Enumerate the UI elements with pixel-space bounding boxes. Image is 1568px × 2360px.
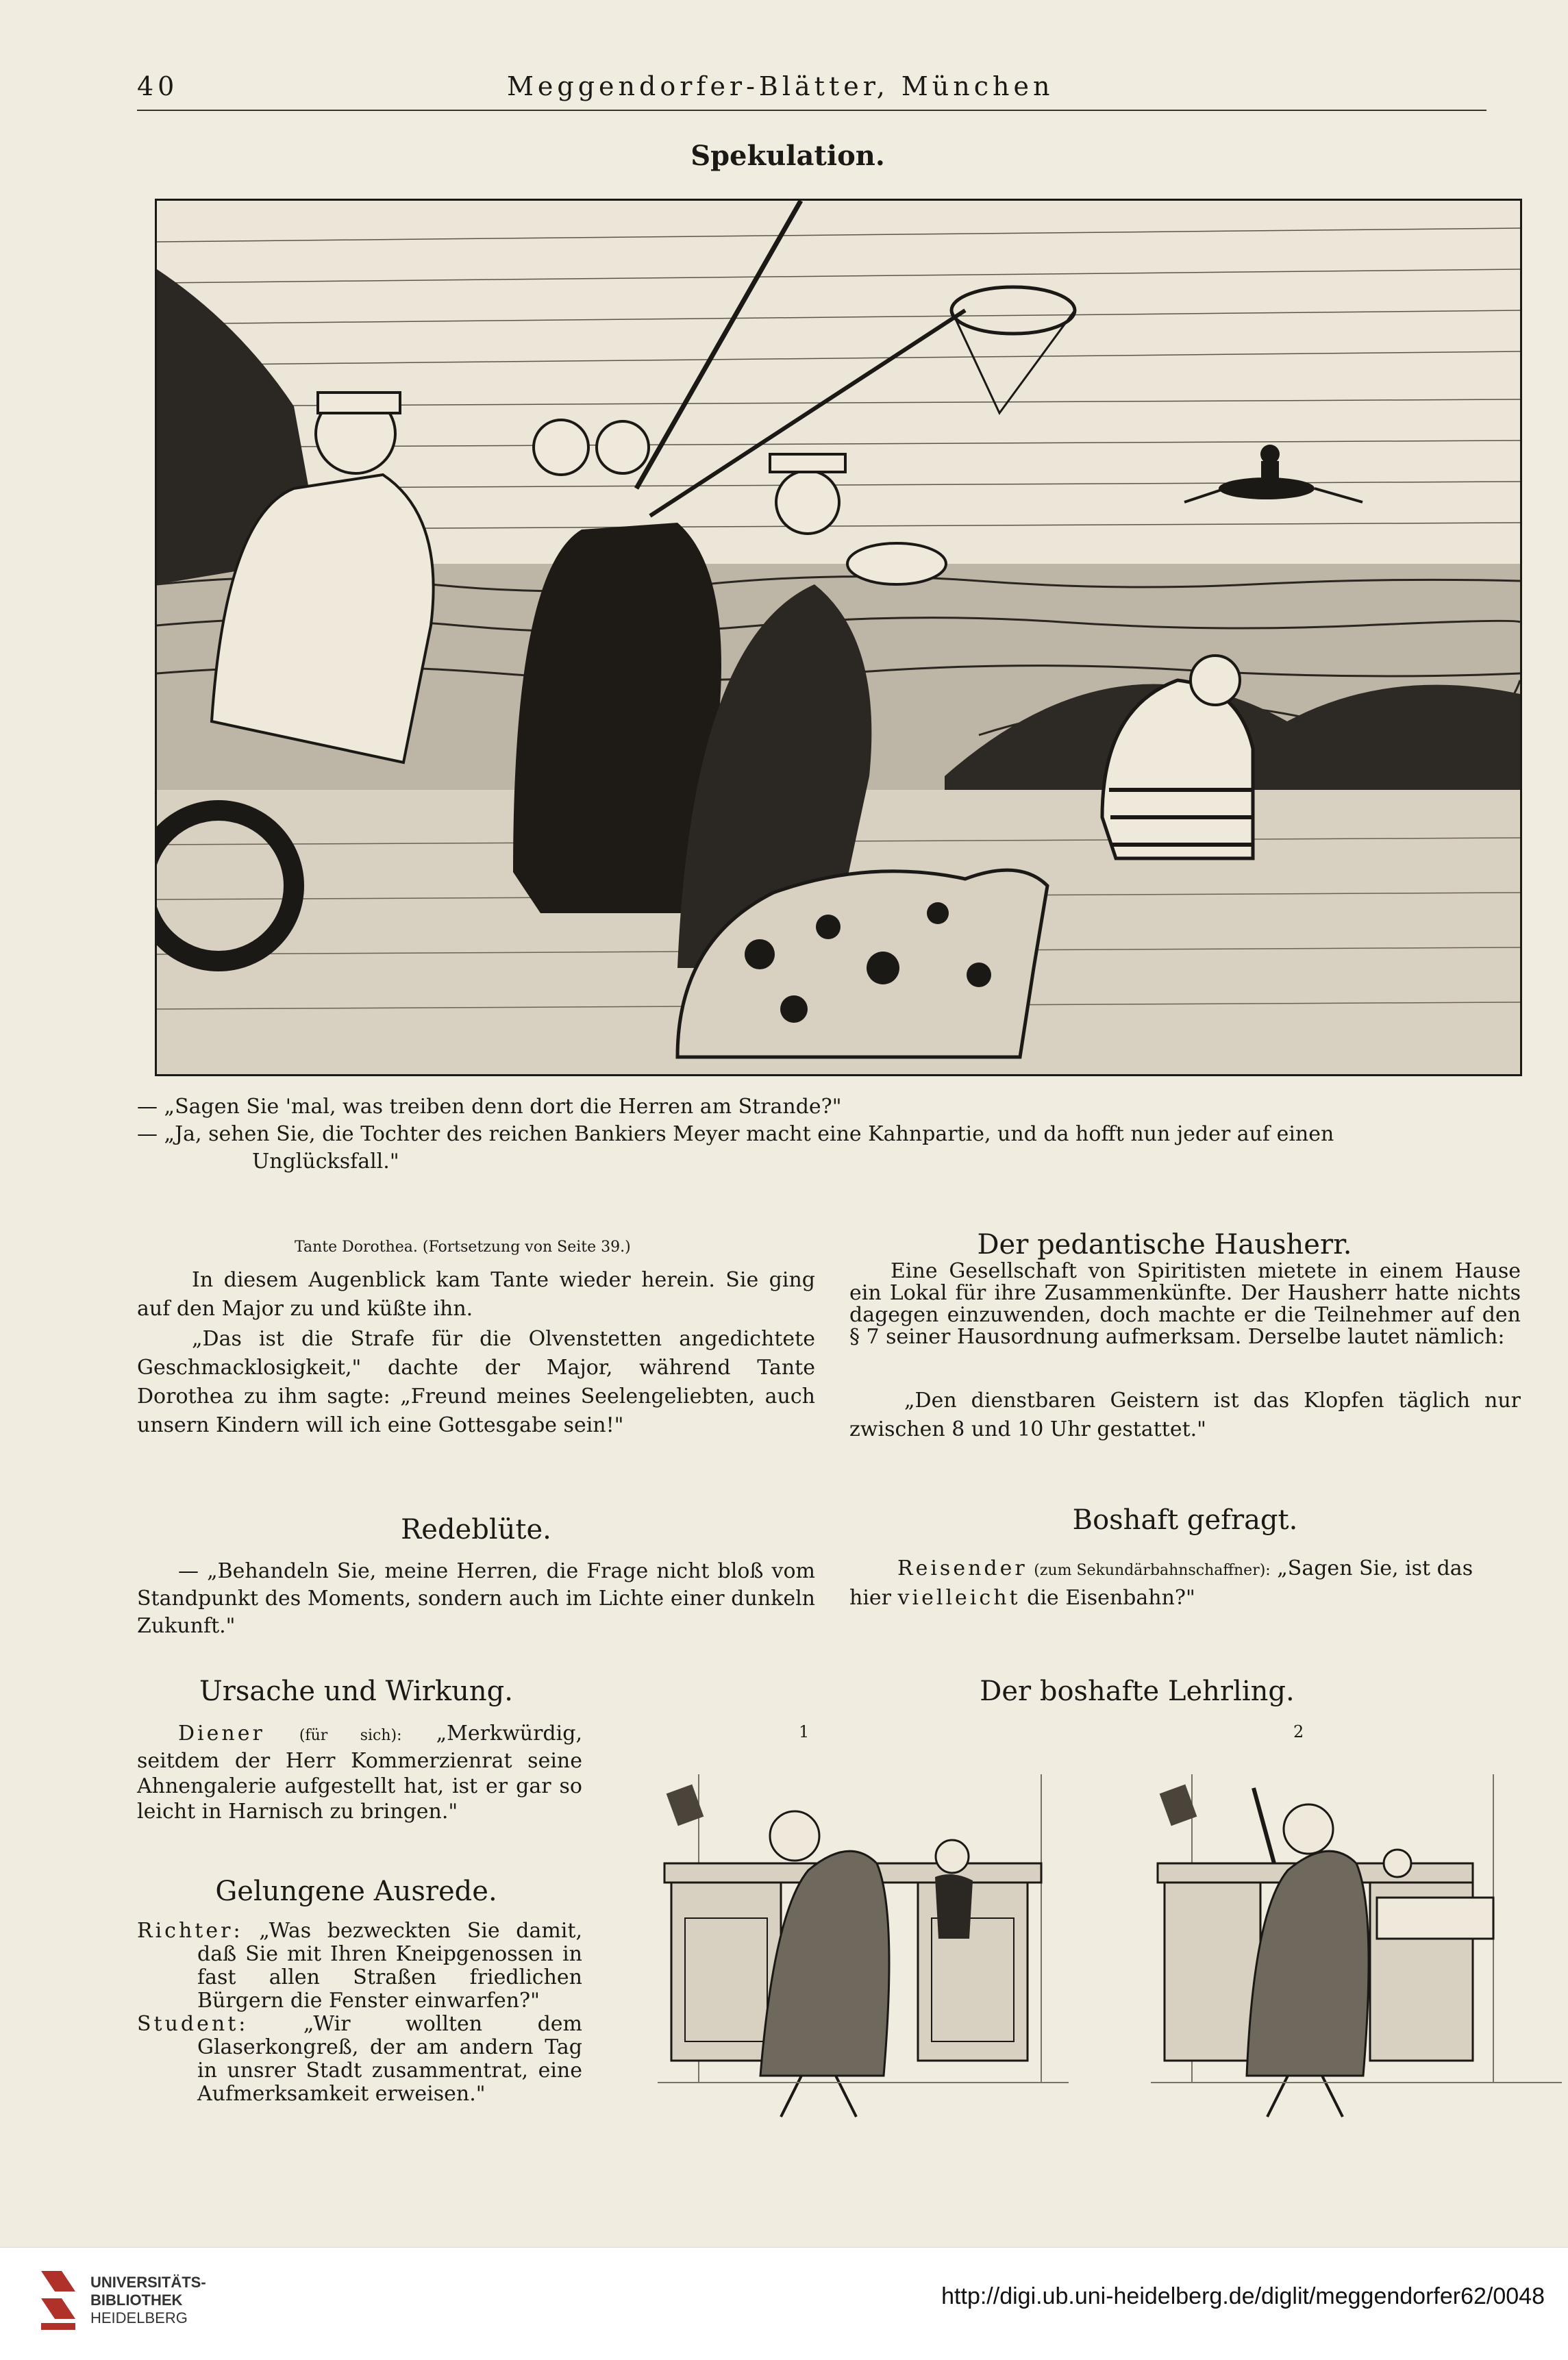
boshaft-line-1: „Sagen Sie, ist das [1277,1556,1473,1580]
logo-line-1: UNIVERSITÄTS- [90,2274,206,2291]
header-rule [137,110,1486,111]
lehrling-panel-2-illustration [1151,1761,1562,2124]
running-title: Meggendorfer-Blätter, München [507,71,1054,101]
ausrede-dialog [137,1920,582,2106]
boshaft-line-2c: die Eisenbahn?" [1027,1586,1195,1610]
boshaft-note: (zum Sekundärbahnschaffner): [1034,1562,1271,1579]
ausrede-student-label: Student: [137,2012,249,2036]
boshaft-title: Boshaft gefragt. [1072,1504,1298,1536]
university-library-name [90,2274,206,2327]
lehrling-panel-1-label: 1 [799,1722,810,1741]
ursache-title: Ursache und Wirkung. [199,1676,513,1707]
beach-cartoon-illustration [155,199,1522,1076]
boshaft-paragraph [849,1555,1521,1612]
university-library-logo-icon [34,2264,82,2339]
ausrede-judge-text: „Was bezweckten Sie damit, daß Sie mit Ihren Kneipgenossen in fast allen Straßen friedlichen Bürgern die Fenster einwarfen?" [197,1919,582,2013]
redebluete-paragraph: — „Behandeln Sie, meine Herren, die Frage nicht bloß vom Standpunkt des Moments, sondern auch im Lichte einer dunkeln Zukunft." [137,1559,815,1638]
page-number: 40 [137,71,179,101]
footer-bar [0,2247,1568,2360]
ursache-paragraph [137,1721,582,1824]
redebluete-title: Redeblüte. [401,1514,551,1545]
cartoon-title: Spekulation. [690,140,885,172]
ursache-text: „Merkwürdig, seitdem der Herr Kommerzienrat seine Ahnengalerie aufgestellt hat, ist er gar so leicht in Harnisch zu bringen." [137,1722,582,1824]
tante-paragraph-2: „Das ist die Strafe für die Olvenstetten angedichtete Geschmacklosigkeit," dachte der Major, während Tante Dorothea zu ihm sagte: „Freund meines Seelengeliebten, auch unsern Kindern will ich eine Gottesgabe sein!" [137,1327,815,1437]
tante-paragraph-1: In diesem Augenblick kam Tante wieder herein. Sie ging auf den Major zu und küßte ihn. [137,1268,815,1321]
lehrling-panel-2-label: 2 [1293,1722,1304,1741]
hausherr-paragraph-2: „Den dienstbaren Geistern ist das Klopfen täglich nur zwischen 8 und 10 Uhr gestattet." [849,1389,1521,1441]
source-url-link[interactable]: http://digi.ub.uni-heidelberg.de/diglit/meggendorfer62/0048 [941,2283,1545,2309]
ausrede-student-text: „Wir wollten dem Glaserkongreß, der am andern Tag in unsrer Stadt zusammentrat, eine Aufmerksamkeit erweisen." [197,2012,582,2106]
ursache-speaker: Diener [178,1722,265,1746]
hausherr-paragraph-1: Eine Gesellschaft von Spiritisten mietete in einem Hause ein Lokal für ihre Zusammenkünfte. Der Hausherr hatte nichts dagegen einzuwenden, doch machte er die Teilnehmer auf den § 7 seiner Hausordnung aufmerksam. Derselbe lautet nämlich: [849,1259,1521,1349]
logo-line-3: HEIDELBERG [90,2309,188,2326]
caption-line-3: Unglücksfall." [252,1150,399,1173]
ausrede-judge [137,1920,582,2013]
lehrling-panel-1-illustration [658,1761,1069,2124]
hausherr-title: Der pedantische Hausherr. [977,1229,1352,1260]
ausrede-title: Gelungene Ausrede. [215,1876,497,1907]
lehrling-title: Der boshafte Lehrling. [980,1676,1295,1707]
ausrede-student [137,2013,582,2106]
caption-line-1: — „Sagen Sie 'mal, was treiben denn dort die Herren am Strande?" [137,1095,842,1119]
logo-line-2: BIBLIOTHEK [90,2291,183,2309]
boshaft-line-2a: hier [849,1586,892,1610]
tante-heading: Tante Dorothea. (Fortsetzung von Seite 39.) [295,1239,631,1256]
ausrede-judge-label: Richter: [137,1919,243,1943]
boshaft-speaker: Reisender [897,1556,1028,1580]
ursache-note: (für sich): [299,1727,402,1744]
caption-line-2: — „Ja, sehen Sie, die Tochter des reichen Bankiers Meyer macht eine Kahnpartie, und da hofft nun jeder auf einen [137,1122,1334,1146]
boshaft-line-2b: vielleicht [897,1586,1021,1610]
